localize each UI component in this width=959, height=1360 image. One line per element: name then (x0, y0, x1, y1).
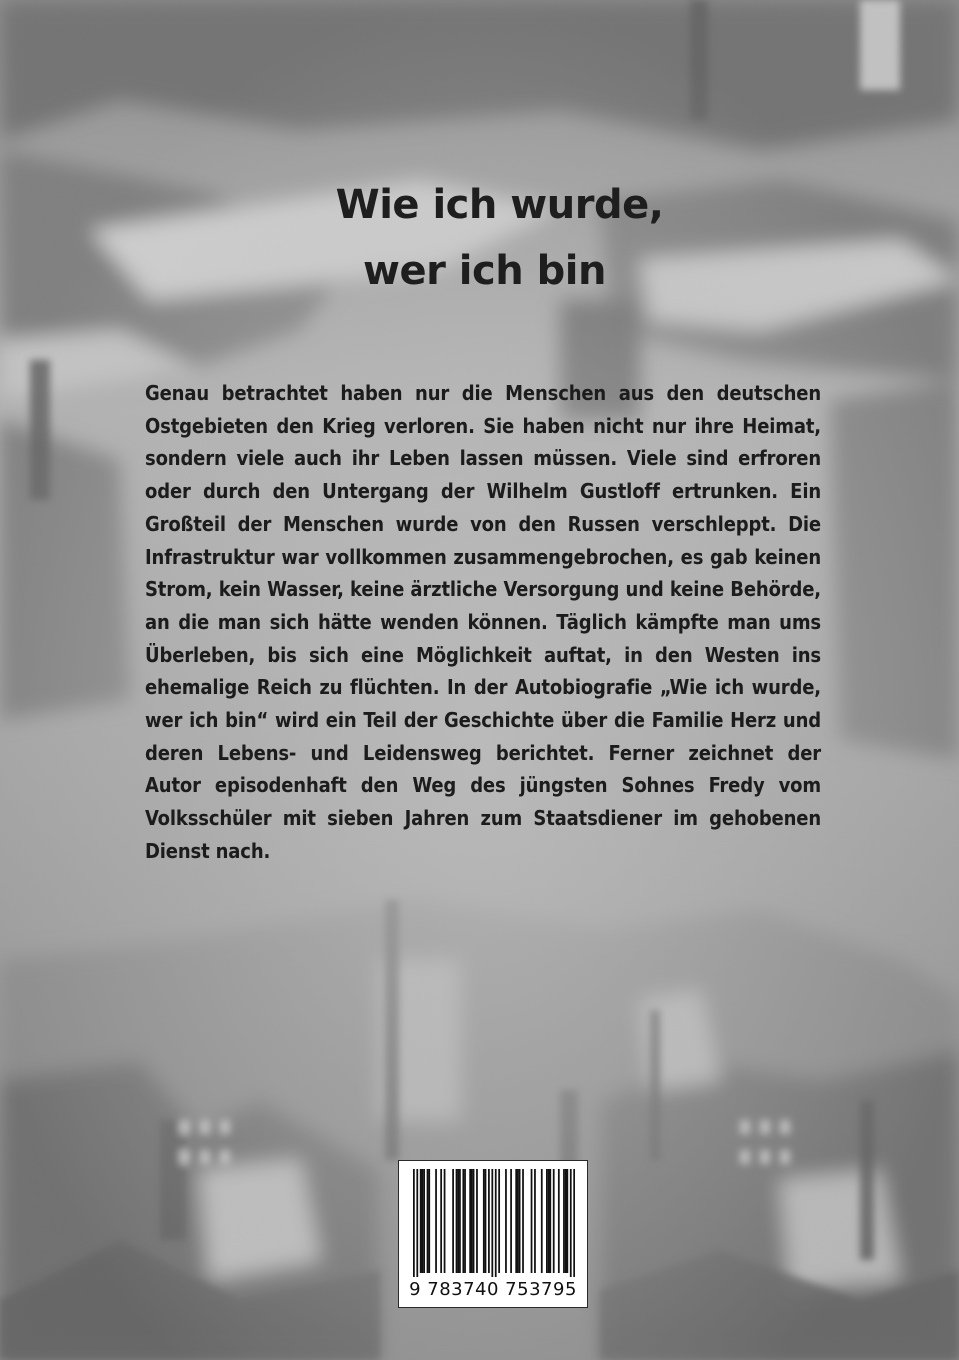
barcode-bar (495, 1169, 497, 1277)
barcode-bar (452, 1169, 454, 1273)
barcode-bar (519, 1169, 521, 1273)
barcode-bar (427, 1169, 429, 1273)
barcode-bar (459, 1169, 461, 1273)
barcode-bar (464, 1169, 466, 1273)
barcode-bars (413, 1169, 575, 1277)
barcode-bar (565, 1169, 567, 1273)
barcode-bar (469, 1169, 471, 1273)
barcode-bar (505, 1169, 507, 1273)
barcode-bar (549, 1169, 551, 1273)
barcode-bar (476, 1169, 478, 1273)
barcode-bar (553, 1169, 555, 1273)
title-line-1: Wie ich wurde, (335, 182, 664, 228)
barcode-bar (566, 1169, 568, 1273)
barcode-bar (435, 1169, 437, 1273)
barcode-bar (456, 1169, 458, 1273)
barcode-bar (457, 1169, 459, 1273)
barcode-bar (515, 1169, 517, 1273)
barcode-bar (563, 1169, 565, 1273)
blurb-text: Genau betrachtet haben nur die Menschen aus den deutschen Ostgebieten den Krieg verloren. Sie haben nicht nur ihre Heimat, sondern viele auch ihr Leben lassen müssen. Viele sind erfroren oder durch den Untergang der Wilhelm Gustloff ertrunken. Ein Großteil der Menschen wurde von den Russen verschleppt. Die Infrastruktur war vollkommen zusammengebrochen, es gab keinen Strom, kein Wasser, keine ärztliche Versorgung und keine Behörde, an die man sich hätte wenden können. Täglich kämpfte man ums Überleben, bis sich eine Möglichkeit auftat, in den Westen ins ehemalige Reich zu flüchten. In der Autobiografie „Wie ich wurde, wer ich bin“ wird ein Teil der Geschichte über die Familie Herz und deren Lebens- und Leidensweg berichtet. Ferner zeichnet der Autor episodenhaft den Weg des jüngsten Sohnes Fredy vom Volksschüler mit sieben Jahren zum Staatsdiener im gehobenen Dienst nach. (145, 381, 821, 863)
barcode-bar (416, 1169, 418, 1277)
isbn-digits: 9 783740 753795 (409, 1279, 577, 1300)
book-title (0, 172, 959, 304)
barcode-bar (485, 1169, 487, 1273)
barcode-bar (573, 1169, 575, 1277)
barcode-bar (517, 1169, 519, 1273)
barcode-bar (444, 1169, 446, 1273)
barcode-bar (534, 1169, 536, 1273)
barcode-bar (498, 1169, 500, 1273)
barcode-bar (491, 1169, 493, 1277)
barcode-bar (440, 1169, 442, 1273)
barcode-bar (413, 1169, 415, 1277)
barcode-bar (471, 1169, 473, 1273)
barcode-bar (522, 1169, 524, 1273)
isbn-barcode (398, 1160, 588, 1308)
barcode-bar (558, 1169, 560, 1273)
barcode-bar (531, 1169, 533, 1273)
barcode-bar (488, 1169, 490, 1273)
barcode-bar (428, 1169, 430, 1273)
barcode-bar (510, 1169, 512, 1273)
barcode-bar (570, 1169, 572, 1277)
barcode-bar (423, 1169, 425, 1273)
barcode-bar (422, 1169, 424, 1273)
barcode-bar (546, 1169, 548, 1273)
title-line-2: wer ich bin (363, 248, 606, 294)
barcode-bar (473, 1169, 475, 1273)
barcode-bar (548, 1169, 550, 1273)
barcode-bar (483, 1169, 485, 1273)
barcode-bar (462, 1169, 464, 1273)
barcode-bar (420, 1169, 422, 1273)
barcode-bar (541, 1169, 543, 1273)
